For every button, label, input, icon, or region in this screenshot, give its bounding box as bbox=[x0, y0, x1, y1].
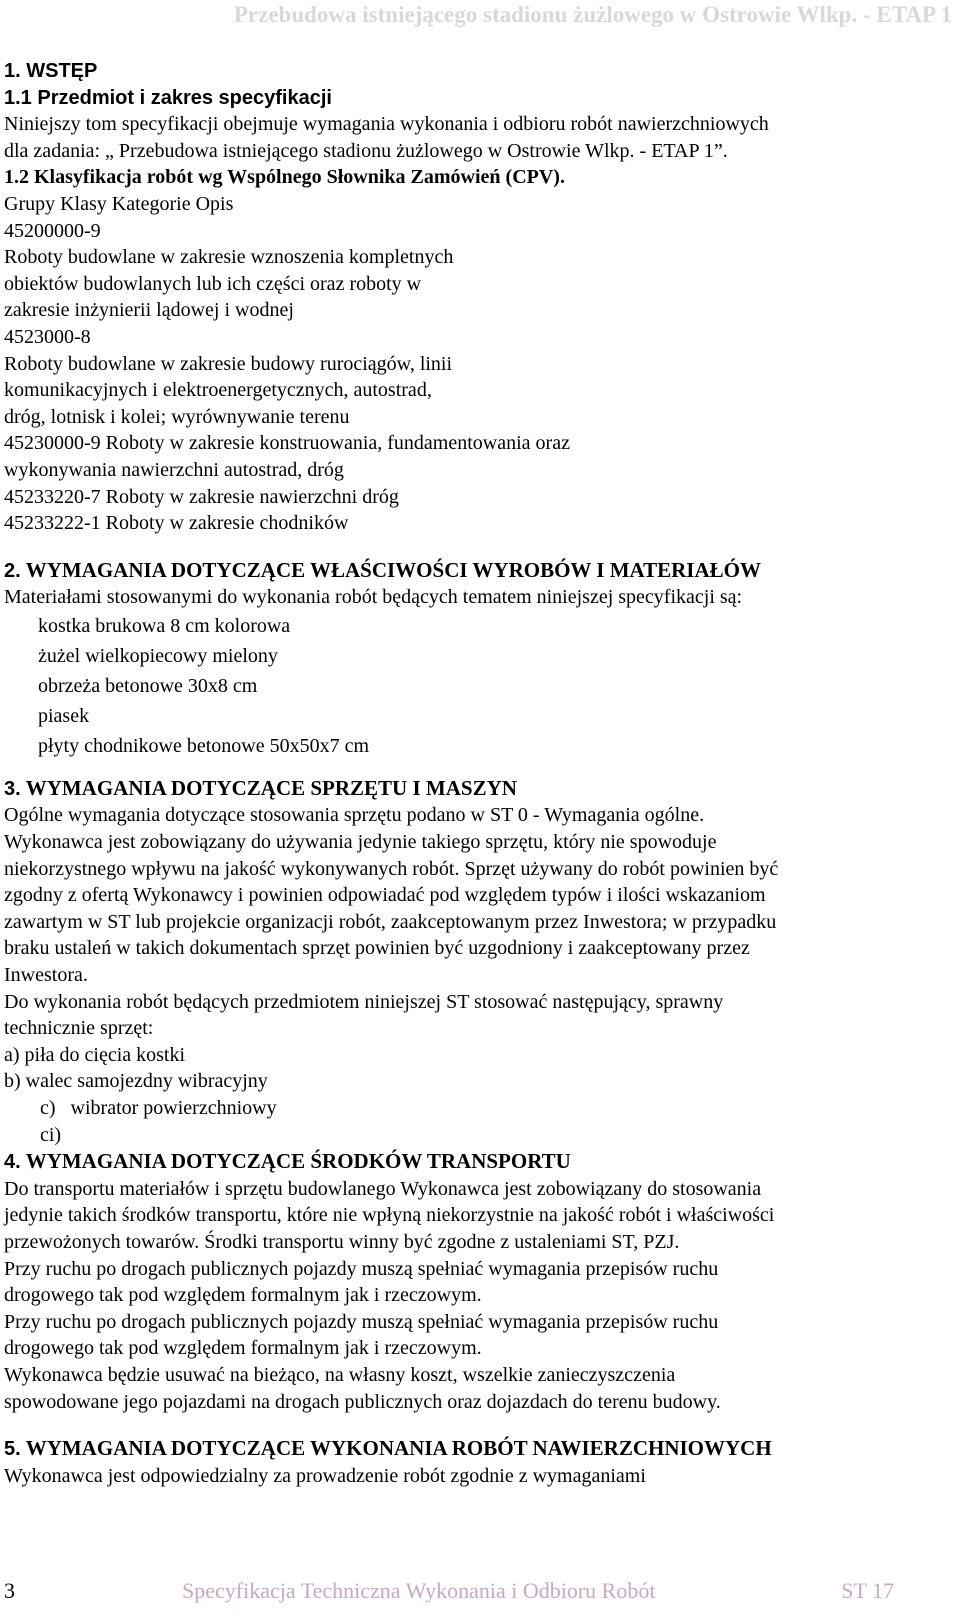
section-1-heading: 1. WSTĘP bbox=[4, 60, 98, 82]
paragraph-line: technicznie sprzęt: bbox=[4, 1017, 154, 1040]
cpv-line: 45233222-1 Roboty w zakresie chodników bbox=[4, 512, 349, 535]
paragraph-line: Przy ruchu po drogach publicznych pojazdy muszą spełniać wymagania przepisów ruchu bbox=[4, 1310, 719, 1333]
cpv-line: komunikacyjnych i elektroenergetycznych, autostrad, bbox=[4, 379, 432, 402]
footer-code: ST 17 bbox=[841, 1578, 894, 1603]
cpv-line: Roboty budowlane w zakresie budowy rurociągów, linii bbox=[4, 352, 453, 375]
cpv-list bbox=[4, 191, 954, 537]
paragraph-line: zawartym w ST lub projekcie organizacji robót, zaakceptowanym przez Inwestora; w przypadku bbox=[4, 910, 777, 933]
paragraph-line: Wykonawca jest zobowiązany do używania jedynie takiego sprzętu, który nie spowoduje bbox=[4, 831, 717, 854]
paragraph-line: Do wykonania robót będących przedmiotem niniejszej ST stosować następujący, sprawny bbox=[4, 990, 724, 1013]
page-footer bbox=[4, 1578, 950, 1608]
list-item: płyty chodnikowe betonowe 50x50x7 cm bbox=[38, 734, 370, 757]
document-body bbox=[4, 58, 954, 1489]
list-item: obrzeża betonowe 30x8 cm bbox=[38, 674, 258, 697]
cpv-line: 45233220-7 Roboty w zakresie nawierzchni dróg bbox=[4, 485, 399, 508]
equipment-item: ci) bbox=[40, 1123, 62, 1146]
cpv-line: dróg, lotnisk i kolei; wyrównywanie terenu bbox=[4, 405, 350, 428]
paragraph-line: Wykonawca jest odpowiedzialny za prowadzenie robót zgodnie z wymaganiami bbox=[4, 1464, 646, 1487]
paragraph-line: dla zadania: „ Przebudowa istniejącego stadionu żużlowego w Ostrowie Wlkp. - ETAP 1”. bbox=[4, 139, 728, 162]
cpv-line: obiektów budowlanych lub ich części oraz roboty w bbox=[4, 272, 422, 295]
paragraph-line: Materiałami stosowanymi do wykonania robót będących tematem niniejszej specyfikacji są: bbox=[4, 586, 743, 609]
footer-title: Specyfikacja Techniczna Wykonania i Odbioru Robót bbox=[182, 1578, 656, 1603]
page-header: Przebudowa istniejącego stadionu żużlowego w Ostrowie Wlkp. - ETAP 1 bbox=[233, 2, 952, 27]
section-title: WYMAGANIA DOTYCZĄCE ŚRODKÓW TRANSPORTU bbox=[25, 1149, 571, 1174]
section-2-heading bbox=[4, 557, 954, 585]
paragraph-line: braku ustaleń w takich dokumentach sprzęt powinien być uzgodniony i zaakceptowany przez bbox=[4, 937, 750, 960]
section-5-heading bbox=[4, 1435, 954, 1463]
cpv-line: 4523000-8 bbox=[4, 325, 91, 348]
cpv-line: Grupy Klasy Kategorie Opis bbox=[4, 192, 234, 215]
cpv-line: 45230000-9 Roboty w zakresie konstruowania, fundamentowania oraz bbox=[4, 432, 570, 455]
paragraph-line: Ogólne wymagania dotyczące stosowania sprzętu podano w ST 0 - Wymagania ogólne. bbox=[4, 804, 705, 827]
section-number: 3. bbox=[4, 777, 21, 800]
list-item: kostka brukowa 8 cm kolorowa bbox=[38, 614, 291, 637]
cpv-line: wykonywania nawierzchni autostrad, dróg bbox=[4, 458, 344, 481]
page-number: 3 bbox=[4, 1578, 15, 1603]
paragraph-line: niekorzystnego wpływu na jakość wykonywanych robót. Sprzęt używany do robót powinien być bbox=[4, 857, 779, 880]
paragraph-line: Przy ruchu po drogach publicznych pojazdy muszą spełniać wymagania przepisów ruchu bbox=[4, 1257, 719, 1280]
paragraph-line: Inwestora. bbox=[4, 964, 88, 987]
paragraph-line: jedynie takich środków transportu, które nie wpłyną niekorzystnie na jakość robót i właściwości bbox=[4, 1204, 775, 1227]
section-number: 2. bbox=[4, 559, 21, 582]
paragraph-line: przewożonych towarów. Środki transportu winny być zgodne z ustaleniami ST, PZJ. bbox=[4, 1230, 680, 1253]
section-number: 4. bbox=[4, 1151, 21, 1174]
section-title: WYMAGANIA DOTYCZĄCE WYKONANIA ROBÓT NAWIERZCHNIOWYCH bbox=[25, 1436, 772, 1461]
cpv-line: zakresie inżynierii lądowej i wodnej bbox=[4, 299, 294, 322]
section-title: WYMAGANIA DOTYCZĄCE SPRZĘTU I MASZYN bbox=[25, 775, 517, 800]
section-title: WYMAGANIA DOTYCZĄCE WŁAŚCIWOŚCI WYROBÓW I MATERIAŁÓW bbox=[25, 557, 761, 582]
section-4-heading bbox=[4, 1148, 954, 1176]
list-item: żużel wielkopiecowy mielony bbox=[38, 644, 278, 667]
equipment-item: a) piła do cięcia kostki bbox=[4, 1043, 186, 1066]
paragraph-line: drogowego tak pod względem formalnym jak i rzeczowym. bbox=[4, 1284, 482, 1307]
paragraph-line: Wykonawca będzie usuwać na bieżąco, na własny koszt, wszelkie zanieczyszczenia bbox=[4, 1363, 676, 1386]
section-3-heading bbox=[4, 775, 954, 803]
section-number: 5. bbox=[4, 1438, 21, 1461]
cpv-line: 45200000-9 bbox=[4, 219, 101, 242]
equipment-item: b) walec samojezdny wibracyjny bbox=[4, 1070, 268, 1093]
paragraph-line: Niniejszy tom specyfikacji obejmuje wymagania wykonania i odbioru robót nawierzchniowych bbox=[4, 113, 769, 136]
paragraph-line: zgodny z ofertą Wykonawcy i powinien odpowiadać pod względem typów i ilości wskazaniom bbox=[4, 884, 766, 907]
materials-list bbox=[4, 611, 954, 761]
cpv-line: Roboty budowlane w zakresie wznoszenia kompletnych bbox=[4, 246, 454, 269]
paragraph-line: Do transportu materiałów i sprzętu budowlanego Wykonawca jest zobowiązany do stosowania bbox=[4, 1177, 762, 1200]
list-item: piasek bbox=[38, 704, 90, 727]
paragraph-line: spowodowane jego pojazdami na drogach publicznych oraz dojazdach do terenu budowy. bbox=[4, 1390, 721, 1413]
section-1-2-heading: 1.2 Klasyfikacja robót wg Wspólnego Słownika Zamówień (CPV). bbox=[4, 166, 565, 189]
section-1-1-heading: 1.1 Przedmiot i zakres specyfikacji bbox=[4, 86, 332, 109]
paragraph-line: drogowego tak pod względem formalnym jak i rzeczowym. bbox=[4, 1337, 482, 1360]
equipment-item: c) wibrator powierzchniowy bbox=[40, 1097, 277, 1119]
